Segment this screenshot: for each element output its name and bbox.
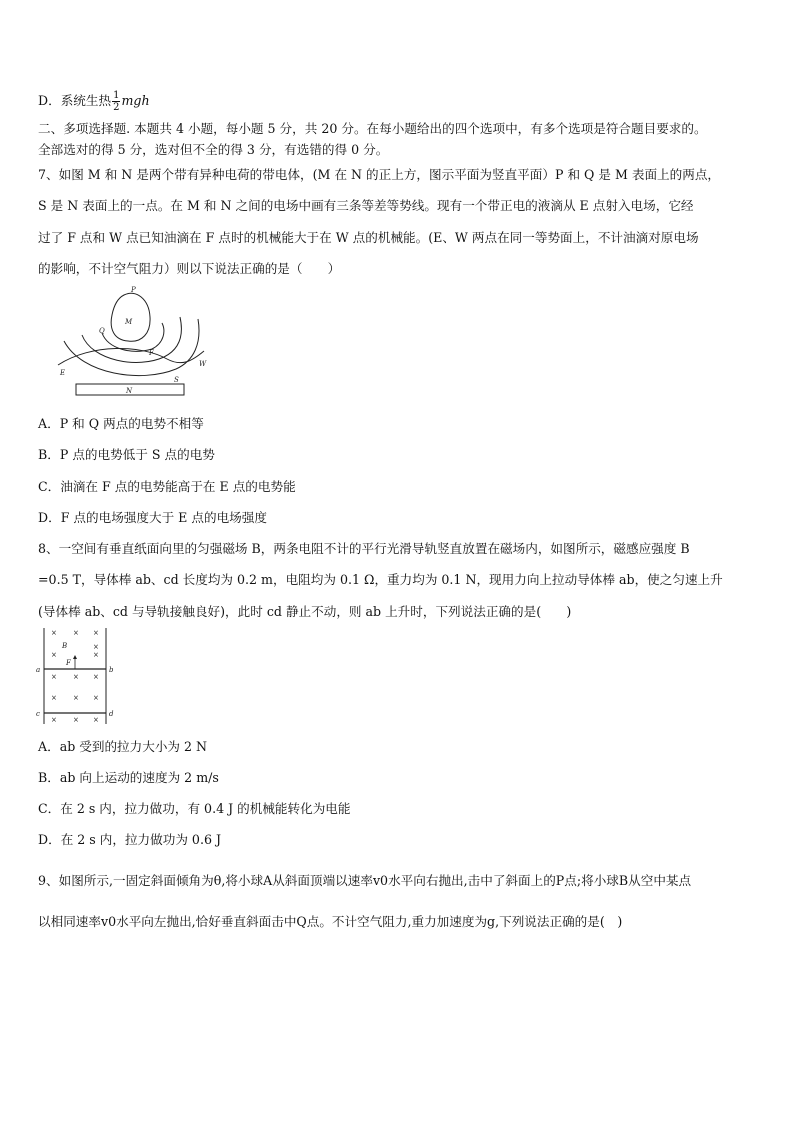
svg-text:×: × [93,651,99,659]
svg-text:×: × [93,673,99,681]
label-p: P [131,286,136,294]
label-c: c [36,710,40,718]
svg-text:×: × [51,673,57,681]
svg-text:×: × [51,694,57,702]
q8-option-d: D．在 2 s 内，拉力做功为 0.6 J [38,832,222,847]
q8-stem-line-1: 8、一空间有垂直纸面向里的匀强磁场 B，两条电阻不计的平行光滑导轨竖直放置在磁场内，如图所示，磁感应强度 B [38,541,690,556]
q8-figure-magnetic-rails [34,624,124,728]
label-field-b: B [62,642,68,650]
svg-text:×: × [93,643,99,651]
q7-option-a: A．P 和 Q 两点的电势不相等 [38,416,204,431]
equipotential-line-outer [64,319,199,376]
svg-text:×: × [73,629,79,637]
svg-text:×: × [73,673,79,681]
q6-option-d-suffix: mgh [121,93,150,108]
label-d: d [109,710,114,718]
label-a: a [36,666,41,674]
q8-option-a: A．ab 受到的拉力大小为 2 N [38,739,208,754]
q7-option-c: C．油滴在 F 点的电势能高于在 E 点的电势能 [38,479,296,494]
label-e: E [60,369,66,377]
label-w: W [199,360,207,368]
q7-stem-line-1: 7、如图 M 和 N 是两个带有异种电荷的带电体，(M 在 N 的正上方，图示平面为竖直平面）P 和 Q 是 M 表面上的两点， [38,167,721,182]
q9-stem-line-1: 9、如图所示,一固定斜面倾角为θ,将小球A从斜面顶端以速率v0水平向右抛出,击中了斜面上的P点;将小球B从空中某点 [38,873,692,888]
q7-stem-line-2: S 是 N 表面上的一点。在 M 和 N 之间的电场中画有三条等差等势线。现有一个带正电的液滴从 E 点射入电场，它经 [38,198,694,213]
q7-option-b: B．P 点的电势低于 S 点的电势 [38,447,215,462]
section-2-line-2: 全部选对的得 5 分，选对但不全的得 3 分，有选错的得 0 分。 [38,142,389,157]
label-n: N [126,387,133,395]
q7-stem-line-4: 的影响，不计空气阻力）则以下说法正确的是（ ） [38,261,341,276]
q8-stem-line-2: =0.5 T，导体棒 ab、cd 长度均为 0.2 m，电阻均为 0.1 Ω，重力均为 0.1 N，现用力向上拉动导体棒 ab，使之匀速上升 [38,572,723,587]
q8-option-c: C．在 2 s 内，拉力做功，有 0.4 J 的机械能转化为电能 [38,801,351,816]
q8-option-b: B．ab 向上运动的速度为 2 m/s [38,770,219,785]
q7-stem-line-3: 过了 F 点和 W 点已知油滴在 F 点时的机械能大于在 W 点的机械能。(E、W 两点在同一等势面上，不计油滴对原电场 [38,230,699,245]
section-2-line-1: 二、多项选择题. 本题共 4 小题，每小题 5 分，共 20 分。在每小题给出的四个选项中，有多个选项是符合题目要求的。 [38,121,707,136]
svg-text:×: × [51,629,57,637]
label-force-f: F [66,659,71,667]
svg-text:×: × [73,694,79,702]
magnetic-field-crosses [51,629,99,724]
fraction-numerator: 1 [113,90,120,101]
svg-text:×: × [93,716,99,724]
fraction-one-half [112,90,120,113]
q7-figure-equipotential-lines [52,283,217,403]
label-s: S [174,376,179,384]
q7-option-d: D．F 点的电场强度大于 E 点的电场强度 [38,510,267,525]
label-q: Q [99,327,105,335]
svg-text:×: × [73,716,79,724]
label-f: F [149,349,154,357]
svg-text:×: × [51,651,57,659]
svg-text:×: × [93,694,99,702]
q6-option-d [38,90,150,113]
fraction-denominator: 2 [113,102,120,113]
label-b: b [109,666,114,674]
q8-stem-line-3: (导体棒 ab、cd 与导轨接触良好)，此时 cd 静止不动，则 ab 上升时，下列说法正确的是( ) [38,604,572,619]
q6-option-d-prefix: D．系统生热 [38,93,112,108]
svg-text:×: × [93,629,99,637]
q9-stem-line-2: 以相同速率v0水平向左抛出,恰好垂直斜面击中Q点。不计空气阻力,重力加速度为g,下列说法正确的是( ) [38,914,623,929]
label-m: M [125,318,133,326]
svg-text:×: × [51,716,57,724]
